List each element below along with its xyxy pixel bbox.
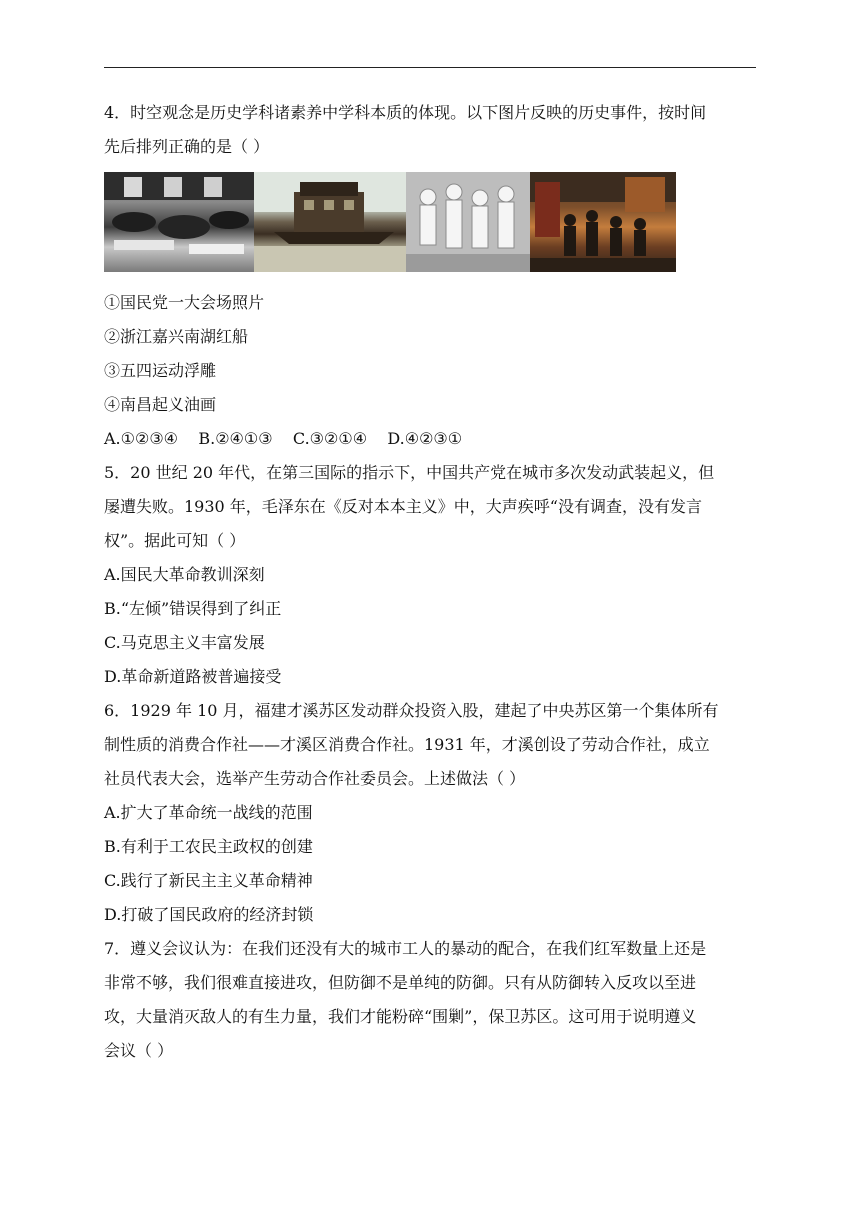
q4-image-strip	[104, 172, 756, 272]
q6-option-a: A.扩大了革命统一战线的范围	[104, 803, 313, 822]
q7-stem-line-1: 7．遵义会议认为：在我们还没有大的城市工人的暴动的配合，在我们红军数量上还是	[104, 939, 707, 958]
q4-stem-line-2: 先后排列正确的是（ ）	[104, 137, 270, 156]
q7-stem-line-3: 攻，大量消灭敌人的有生力量，我们才能粉碎“围剿”，保卫苏区。这可用于说明遵义	[104, 1007, 697, 1026]
question-4	[104, 96, 756, 456]
q6-stem-line-2: 制性质的消费合作社——才溪区消费合作社。1931 年，才溪创设了劳动合作社，成立	[104, 735, 710, 754]
q6-stem-line-3: 社员代表大会，选举产生劳动合作社委员会。上述做法（ ）	[104, 769, 526, 788]
q4-label-3: ③五四运动浮雕	[104, 361, 217, 380]
question-7	[104, 932, 756, 1068]
q4-options: A.①②③④ B.②④①③ C.③②①④ D.④②③①	[104, 429, 463, 448]
q5-option-b: B.“左倾”错误得到了纠正	[104, 599, 282, 618]
kmt-congress-photo	[104, 172, 254, 272]
red-boat-photo	[254, 172, 406, 272]
q4-label-1: ①国民党一大会场照片	[104, 293, 265, 312]
q6-option-d: D.打破了国民政府的经济封锁	[104, 905, 314, 924]
may-fourth-relief	[406, 172, 530, 272]
q4-label-4: ④南昌起义油画	[104, 395, 217, 414]
q5-option-a: A.国民大革命教训深刻	[104, 565, 265, 584]
exam-content	[104, 96, 756, 1068]
q7-stem-line-4: 会议（ ）	[104, 1041, 174, 1060]
q5-stem-line-3: 权”。据此可知（ ）	[104, 531, 246, 550]
nanchang-uprising-painting	[530, 172, 676, 272]
q5-option-d: D.革命新道路被普遍接受	[104, 667, 282, 686]
header-rule	[104, 67, 756, 68]
q7-stem-line-2: 非常不够，我们很难直接进攻，但防御不是单纯的防御。只有从防御转入反攻以至进	[104, 973, 697, 992]
q5-stem-line-1: 5．20 世纪 20 年代，在第三国际的指示下，中国共产党在城市多次发动武装起义，但	[104, 463, 715, 482]
q6-option-c: C.践行了新民主主义革命精神	[104, 871, 313, 890]
q5-option-c: C.马克思主义丰富发展	[104, 633, 265, 652]
q4-stem-line-1: 4．时空观念是历史学科诸素养中学科本质的体现。以下图片反映的历史事件，按时间	[104, 103, 707, 122]
q5-stem-line-2: 屡遭失败。1930 年，毛泽东在《反对本本主义》中，大声疾呼“没有调查，没有发言	[104, 497, 702, 516]
question-6	[104, 694, 756, 932]
q4-label-2: ②浙江嘉兴南湖红船	[104, 327, 249, 346]
question-5	[104, 456, 756, 694]
q6-stem-line-1: 6．1929 年 10 月，福建才溪苏区发动群众投资入股，建起了中央苏区第一个集体所有	[104, 701, 719, 720]
q6-option-b: B.有利于工农民主政权的创建	[104, 837, 313, 856]
